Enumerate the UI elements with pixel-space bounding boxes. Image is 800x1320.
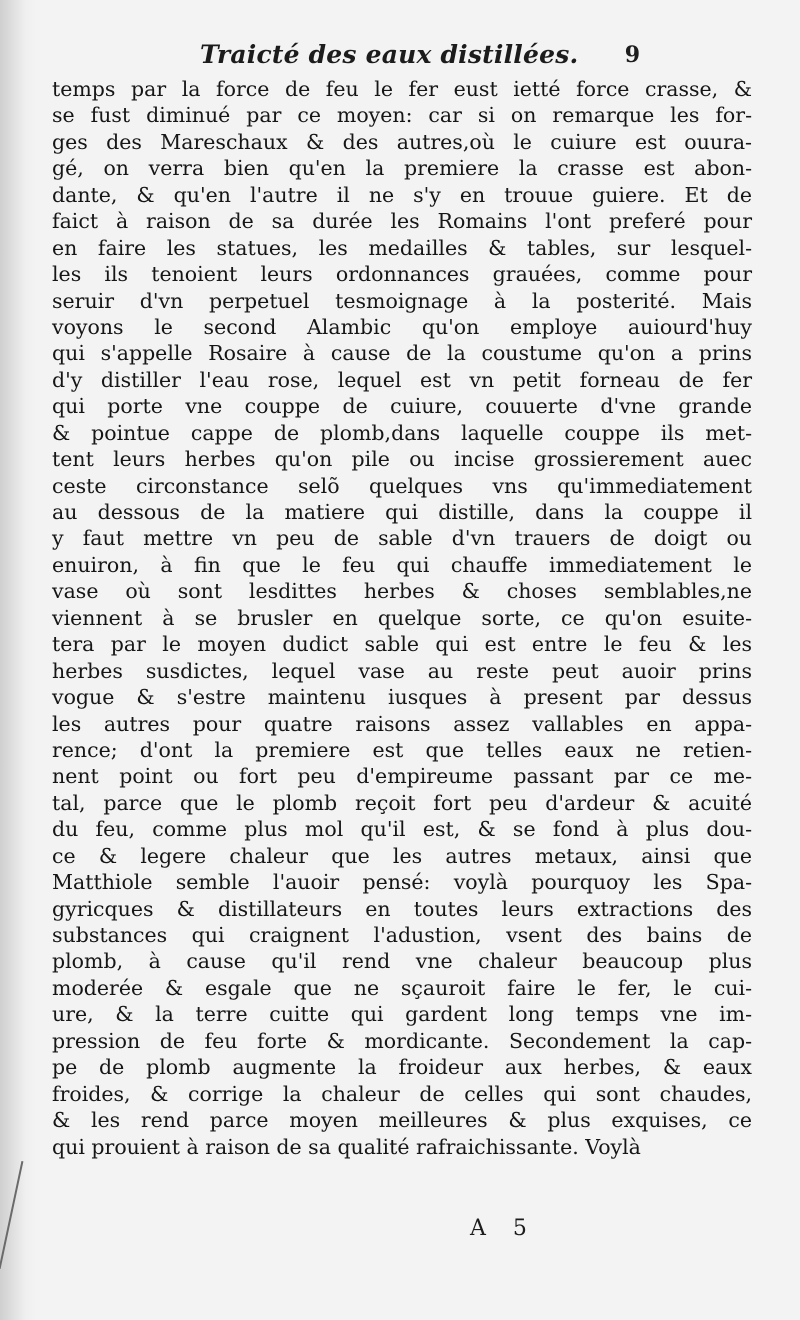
text-line: se fust diminué par ce moyen: car si on remarque les for- — [52, 103, 752, 128]
text-line: temps par la force de feu le fer eust ietté force crasse, & — [52, 77, 752, 101]
text-line: qui porte vne couppe de cuiure, couuerte d'vne grande — [52, 394, 752, 419]
text-line: nent point ou fort peu d'empireume passant par ce me- — [52, 764, 752, 789]
text-line: rence; d'ont la premiere est que telles eaux ne retien- — [52, 737, 752, 762]
page-header — [50, 38, 788, 72]
text-line: herbes susdictes, lequel vase au reste peut auoir prins — [52, 658, 752, 683]
text-line: enuiron, à fin que le feu qui chauffe immediatement le — [52, 552, 752, 577]
text-line: plomb, à cause qu'il rend vne chaleur beaucoup plus — [52, 949, 752, 974]
text-line: seruir d'vn perpetuel tesmoignage à la posterité. Mais — [52, 288, 752, 313]
text-line: les autres pour quatre raisons assez vallables en appa- — [52, 711, 752, 736]
text-line: tera par le moyen dudict sable qui est entre le feu & les — [52, 632, 752, 657]
text-line: les ils tenoient leurs ordonnances grauées, comme pour — [52, 262, 752, 287]
text-line: gyricques & distillateurs en toutes leurs extractions des — [52, 896, 752, 921]
text-line: vase où sont lesdittes herbes & choses semblables,ne — [52, 579, 752, 604]
page-number: 9 — [624, 42, 640, 68]
text-line: gé, on verra bien qu'en la premiere la crasse est abon- — [52, 156, 752, 181]
text-line: au dessous de la matiere qui distille, dans la couppe il — [52, 500, 752, 524]
text-line: qui s'appelle Rosaire à cause de la coustume qu'on a prins — [52, 341, 752, 366]
text-line: pe de plomb augmente la froideur aux herbes, & eaux — [52, 1055, 752, 1080]
text-line: y faut mettre vn peu de sable d'vn trauers de doigt ou — [52, 526, 752, 551]
page-gutter-shadow — [0, 0, 36, 1320]
text-line: moderée & esgale que ne sçauroit faire le fer, le cui- — [52, 975, 752, 1000]
text-line: du feu, comme plus mol qu'il est, & se fond à plus dou- — [52, 817, 752, 842]
text-line: substances qui craignent l'adustion, vsent des bains de — [52, 923, 752, 947]
text-line: voyons le second Alambic qu'on employe auiourd'huy — [52, 314, 752, 339]
body-text — [52, 76, 752, 1160]
text-line: Matthiole semble l'auoir pensé: voylà pourquoy les Spa- — [52, 870, 752, 895]
text-line: tal, parce que le plomb reçoit fort peu d'ardeur & acuité — [52, 790, 752, 815]
signature-mark: A 5 — [470, 1216, 537, 1241]
text-line: vogue & s'estre maintenu iusques à present par dessus — [52, 685, 752, 710]
text-line: en faire les statues, les medailles & tables, sur lesquel- — [52, 235, 752, 260]
text-line: ges des Mareschaux & des autres,où le cuiure est ouura- — [52, 129, 752, 154]
text-line: pression de feu forte & mordicante. Secondement la cap- — [52, 1028, 752, 1053]
running-title: Traicté des eaux distillées. — [200, 40, 579, 69]
text-line: & les rend parce moyen meilleures & plus exquises, ce — [52, 1108, 752, 1133]
text-line: faict à raison de sa durée les Romains l'ont preferé pour — [52, 209, 752, 234]
text-line: qui prouient à raison de sa qualité rafraichissante. Voylà — [52, 1134, 641, 1159]
text-line: & pointue cappe de plomb,dans laquelle couppe ils met- — [52, 420, 752, 445]
text-line: ure, & la terre cuitte qui gardent long temps vne im- — [52, 1002, 752, 1027]
text-line: froides, & corrige la chaleur de celles qui sont chaudes, — [52, 1081, 752, 1106]
text-line: ceste circonstance selõ quelques vns qu'immediatement — [52, 473, 752, 498]
text-line: d'y distiller l'eau rose, lequel est vn petit forneau de fer — [52, 367, 752, 392]
text-line: viennent à se brusler en quelque sorte, ce qu'on esuite- — [52, 605, 752, 630]
text-line: ce & legere chaleur que les autres metaux, ainsi que — [52, 843, 752, 868]
text-line: tent leurs herbes qu'on pile ou incise grossierement auec — [52, 447, 752, 472]
text-line: dante, & qu'en l'autre il ne s'y en trouue guiere. Et de — [52, 182, 752, 207]
